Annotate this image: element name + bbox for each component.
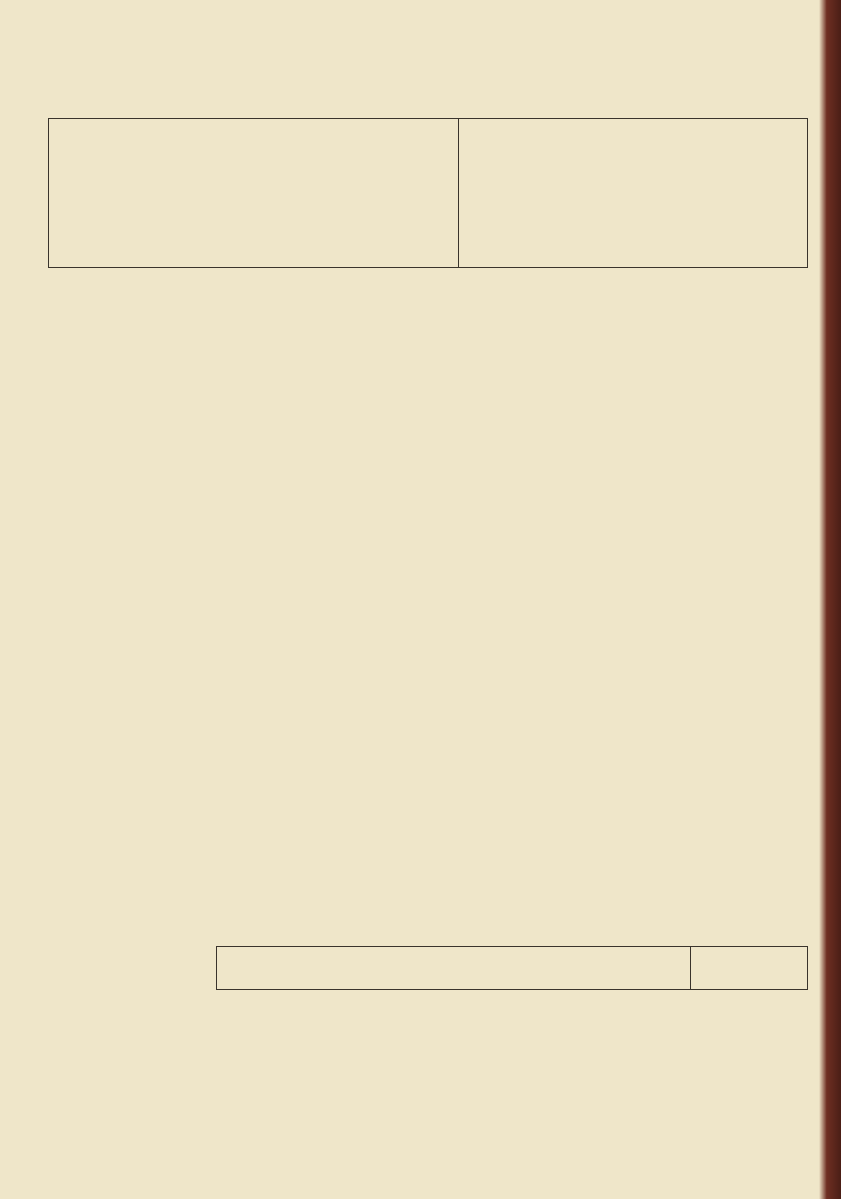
header-box bbox=[48, 118, 808, 268]
overall-box bbox=[216, 946, 808, 990]
page-edge bbox=[819, 0, 841, 1199]
